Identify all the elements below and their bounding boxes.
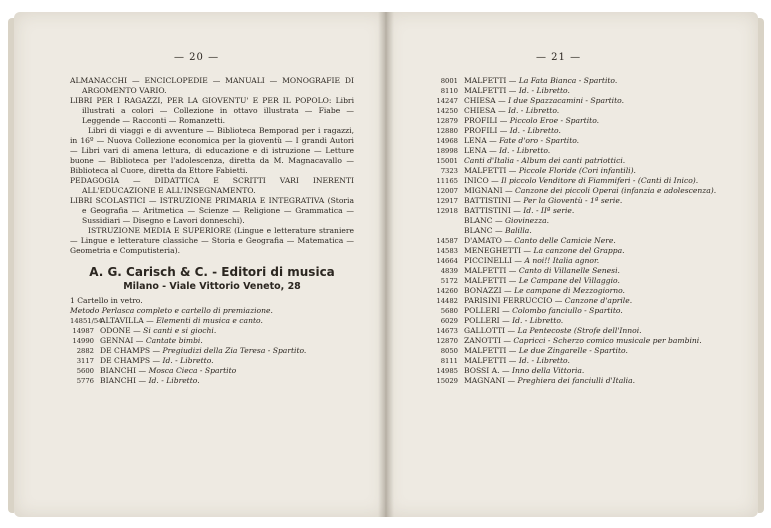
entry-title: Le Campane del Villaggio. [518,276,620,285]
entry-author: MALFETTI — [464,76,519,85]
catalog-entry [432,146,728,156]
entry-title: Le due Zingarelle - Spartito. [518,346,628,355]
entry-title: Fate d'oro - Spartito. [499,136,580,145]
entry-title: Canto di Villanelle Senesi. [518,266,620,275]
catalog-entry [432,176,728,186]
entry-title: Si canti e si giochi. [143,326,217,335]
entry-title: La Pentecoste (Strofe dell'Innoi. [517,326,642,335]
entry-author: BATTISTINI — [464,196,524,205]
entry-author: MALFETTI — [464,266,519,275]
right-column [432,76,728,386]
entry-title: Canzone d'aprile. [564,296,633,305]
catalog-paragraph: ISTRUZIONE MEDIA E SUPERIORE (Lingue e letterature straniere — Lingue e letterature classiche — Storia e Geografia — Matematica — Geometria e Computisteria). [70,226,354,255]
entry-title: Id. - Libretto. [162,356,214,365]
catalog-number: 14587 [436,237,458,245]
catalog-number: 14968 [436,137,458,145]
catalog-entry [432,256,728,266]
entry-title: Id. - Libretto. [512,316,564,325]
left-page [14,12,386,517]
catalog-number: 8050 [440,347,458,355]
catalog-entry [432,336,728,346]
catalog-number: 12870 [436,337,458,345]
catalog-number: 14673 [436,327,458,335]
catalog-paragraph: LIBRI PER I RAGAZZI, PER LA GIOVENTU' E PER IL POPOLO: Libri illustrati a colori — Collezione in ottavo illustrata — Fiabe — Leggende — Racconti — Romanzetti. [70,96,354,125]
catalog-entry [70,346,354,356]
catalog-entry [70,376,354,386]
entry-title: Canzone dei piccoli Operai (infanzia e adolescenza). [515,186,717,195]
catalog-entry [432,126,728,136]
entry-author: ODONE — [100,326,144,335]
left-entry-list [70,316,354,386]
entry-title: Il piccolo Venditore di Fiammiferi - (Canti di Inico). [501,176,699,185]
publisher-name: A. G. Carisch & C. - Editori di musica [89,265,335,279]
right-page [386,12,758,517]
catalog-entry [70,326,354,336]
catalog-number: 14583 [436,247,458,255]
catalog-entry [432,166,728,176]
catalog-number: 3117 [76,357,94,365]
catalog-number: 5600 [76,367,94,375]
catalog-number: 5776 [76,377,94,385]
entry-author: BLANC — [464,226,505,235]
catalog-entry [432,286,728,296]
page-number: — 20 — [174,52,220,63]
catalog-entry [432,316,728,326]
entry-author: BIANCHI — [100,376,149,385]
entry-title: Piccole Floride (Cori infantili). [518,166,636,175]
entry-title: Per la Gioventù - 1ª serie. [523,196,623,205]
catalog-number: 12879 [436,117,458,125]
catalog-number: 15029 [436,377,458,385]
entry-author: POLLERI — [464,316,513,325]
entry-title: Le campane di Mezzogiorno. [514,286,625,295]
entry-author: GALLOTTI — [464,326,518,335]
entry-author: DE CHAMPS — [100,346,163,355]
catalog-number: 15001 [436,157,458,165]
catalog-entry [432,96,728,106]
entry-title: Id. - Libretto. [509,126,561,135]
entry-title: Id. - IIª serie. [523,206,575,215]
catalog-entry [432,106,728,116]
entry-author: DE CHAMPS — [100,356,163,365]
catalog-entry [432,236,728,246]
entry-author: ALTAVILLA — [100,316,157,325]
entry-title: Giovinezza. [504,216,550,225]
catalog-number: 12880 [436,127,458,135]
entry-author: BATTISTINI — [464,206,524,215]
catalog-entry [432,196,728,206]
page-number: — 21 — [536,52,582,63]
catalog-paragraph: PEDAGOGIA — DIDATTICA E SCRITTI VARI INERENTI ALL'EDUCAZIONE E ALL'INSEGNAMENTO. [70,176,354,195]
entry-title: Inno della Vittoria. [511,366,585,375]
catalog-number: 5680 [440,307,458,315]
entry-title: La canzone del Grappa. [533,246,625,255]
catalog-number [432,216,464,226]
catalog-entry [432,356,728,366]
entry-title: Balilla. [504,226,532,235]
catalog-number: 4839 [440,267,458,275]
catalog-entry [70,316,354,326]
catalog-paragraph: LIBRI SCOLASTICI — ISTRUZIONE PRIMARIA E INTEGRATIVA (Storia e Geografia — Aritmetica — Scienze — Religione — Grammatica — Sussidiari — Disegno e Lavori donneschi). [70,196,354,225]
entry-author: ZANOTTI — [464,336,514,345]
entry-title: Cantate bimbi. [145,336,203,345]
entry-author: MIGNANI — [464,186,516,195]
catalog-entry [432,326,728,336]
entry-author: INICO — [464,176,502,185]
catalog-entry [70,336,354,346]
catalog-number: 14247 [436,97,458,105]
entry-title: A noi!! Italia agnor. [524,256,600,265]
entry-author: PICCINELLI — [464,256,525,265]
entry-title: Colombo fanciullo - Spartito. [512,306,623,315]
catalog-entry [432,276,728,286]
entry-author: BOSSI A. — [464,366,512,375]
catalog-entry [70,356,354,366]
catalog-number: 8001 [440,77,458,85]
book-gutter [378,12,394,517]
catalog-number: 14987 [72,327,94,335]
catalog-number: 7323 [440,167,458,175]
entry-author: CHIESA — [464,106,509,115]
entry-author: CHIESA — [464,96,509,105]
entry-author: LENA — [464,136,500,145]
catalog-entry [432,156,728,166]
catalog-entry [432,216,728,226]
entry-title: Capricci - Scherzo comico musicale per bambini. [513,336,702,345]
catalog-number: 14851/54 [70,317,103,325]
catalog-entry [432,226,728,236]
entry-author: MALFETTI — [464,276,519,285]
entry-title: Id. - Libretto. [148,376,200,385]
catalog-number: 14260 [436,287,458,295]
entry-title: Id. - Libretto. [518,86,570,95]
catalog-entry [432,136,728,146]
catalog-number: 12917 [436,197,458,205]
left-column [70,76,354,386]
catalog-entry [432,186,728,196]
catalog-entry [432,246,728,256]
entry-author: GENNAI — [100,336,146,345]
entry-title: La Fata Bianca - Spartito. [518,76,618,85]
entry-title: I due Spazzacamini - Spartito. [508,96,625,105]
catalog-entry [432,266,728,276]
entry-author: POLLERI — [464,306,513,315]
catalog-entry [432,296,728,306]
entry-author: MALFETTI — [464,86,519,95]
catalog-number: 8110 [440,87,458,95]
right-entry-list [432,76,728,386]
entry-title: Id. - Libretto. [508,106,560,115]
catalog-number: 8111 [440,357,458,365]
entry-author: BONAZZI — [464,286,515,295]
entry-author: MALFETTI — [464,346,519,355]
entry-title: Piccolo Eroe - Spartito. [509,116,600,125]
catalog-number: 14990 [72,337,94,345]
entry-author: D'AMATO — [464,236,515,245]
entry-title: Elementi di musica e canto. [156,316,263,325]
catalog-number: 14482 [436,297,458,305]
catalog-line: Metodo Perlasca completo e cartello di premiazione. [70,306,273,315]
entry-author: PROFILI — [464,116,510,125]
entry-author: LENA — [464,146,500,155]
entry-author: BLANC — [464,216,505,225]
catalog-number: 12007 [436,187,458,195]
entry-title: Pregiudizi della Zia Teresa - Spartito. [162,346,307,355]
entry-author: MALFETTI — [464,356,519,365]
catalog-entry [432,346,728,356]
entry-title: Id. - Libretto. [499,146,551,155]
catalog-entry [432,376,728,386]
catalog-number [432,226,464,236]
catalog-number: 18998 [436,147,458,155]
entry-author: PARISINI FERRUCCIO — [464,296,565,305]
page-edges-right [758,18,764,513]
catalog-entry [432,86,728,96]
catalog-entry [432,76,728,86]
catalog-entry [70,366,354,376]
catalog-number: 14250 [436,107,458,115]
entry-title: Canti d'Italia - Album dei canti patriottici. [464,156,626,165]
catalog-entry [432,116,728,126]
entry-title: Canto delle Camicie Nere. [514,236,616,245]
catalog-paragraph: ALMANACCHI — ENCICLOPEDIE — MANUALI — MONOGRAFIE DI ARGOMENTO VARIO. [70,76,354,95]
entry-title: Mosca Cieca - Spartito [148,366,237,375]
entry-author: MENEGHETTI — [464,246,534,255]
entry-author: BIANCHI — [100,366,149,375]
entry-author: MAGNANI — [464,376,518,385]
catalog-number: 11165 [436,177,458,185]
catalog-entry [432,306,728,316]
catalog-number: 14664 [436,257,458,265]
catalog-number: 2882 [76,347,94,355]
open-book [14,12,758,517]
catalog-entry [432,366,728,376]
catalog-number: 5172 [440,277,458,285]
catalog-number: 6029 [440,317,458,325]
entry-author: PROFILI — [464,126,510,135]
catalog-number: 12918 [436,207,458,215]
catalog-entry [432,206,728,216]
entry-title: Id. - Libretto. [518,356,570,365]
catalog-paragraph: Libri di viaggi e di avventure — Biblioteca Bemporad per i ragazzi, in 16º — Nuova Collezione economica per la gioventù — I grandi Autori — Libri vari di amena lettura, di educazione e di istruzione — Letture buone — Biblioteca per l'adolescenza, diretta da M. Magnacavallo — Biblioteca al Cuore, diretta da Ettore Fabietti. [70,126,354,175]
catalog-line: 1 Cartello in vetro. [70,296,143,305]
entry-author: MALFETTI — [464,166,519,175]
catalog-number: 14985 [436,367,458,375]
publisher-address: Milano - Viale Vittorio Veneto, 28 [123,281,301,292]
entry-title: Preghiera dei fanciulli d'Italia. [517,376,636,385]
